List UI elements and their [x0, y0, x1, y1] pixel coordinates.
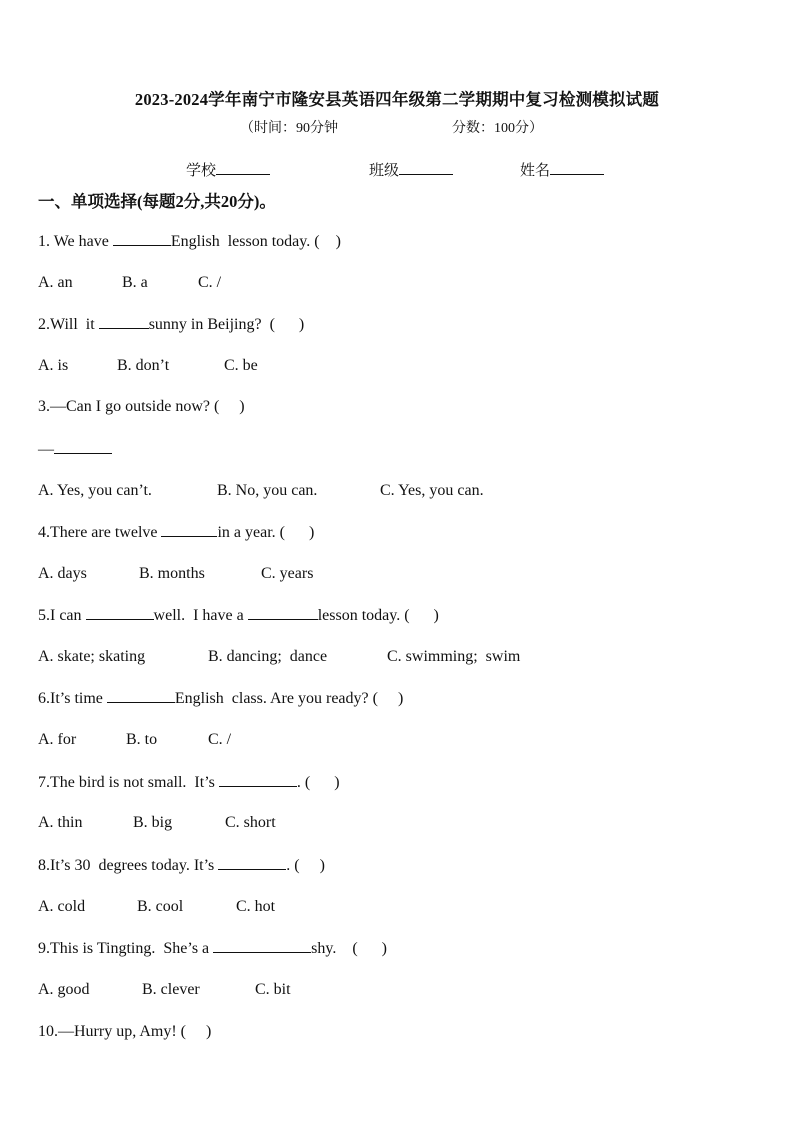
options-7: A. thin B. big C. short: [38, 814, 276, 831]
answer-blank: [99, 315, 149, 329]
answer-line-3: —: [38, 440, 112, 459]
answer-blank: [54, 440, 112, 454]
options-8: A. cold B. cool C. hot: [38, 898, 276, 915]
answer-blank: [218, 856, 286, 870]
question-9: 9.This is Tingting. She’s a shy. ( ): [38, 940, 387, 957]
answer-blank: [213, 939, 311, 953]
exam-score: 分数：100分）: [452, 121, 543, 136]
answer-blank: [219, 773, 297, 787]
options-9: A. good B. clever C. bit: [38, 981, 291, 998]
answer-blank: [161, 523, 217, 537]
question-7: 7.The bird is not small. It’s . ( ): [38, 774, 340, 791]
answer-blank: [248, 606, 318, 620]
question-1: 1. We have English lesson today. ( ): [38, 233, 341, 250]
section-heading: 一、单项选择(每题2分,共20分)。: [38, 192, 276, 211]
question-4: 4.There are twelve in a year. ( ): [38, 524, 315, 541]
answer-blank: [113, 232, 171, 246]
question-2: 2.Will it sunny in Beijing? ( ): [38, 316, 305, 333]
question-3: 3.—Can I go outside now? ( ): [38, 398, 245, 415]
options-2: A. is B. don’t C. be: [38, 357, 258, 374]
exam-time: （时间：90分钟: [240, 121, 338, 136]
options-5: A. skate; skating B. dancing; dance C. swimming; swim: [38, 648, 521, 665]
question-10: 10.—Hurry up, Amy! ( ): [38, 1023, 212, 1040]
options-1: A. an B. a C. /: [38, 274, 222, 291]
page-title: 2023-2024学年南宁市隆安县英语四年级第二学期期中复习检测模拟试题: [134, 90, 660, 109]
school-blank: [216, 162, 270, 175]
options-4: A. days B. months C. years: [38, 565, 314, 582]
name-blank: [550, 162, 604, 175]
answer-blank: [86, 606, 154, 620]
question-8: 8.It’s 30 degrees today. It’s . ( ): [38, 857, 325, 874]
answer-blank: [107, 689, 175, 703]
options-6: A. for B. to C. /: [38, 731, 232, 748]
name-field: 姓名: [520, 159, 604, 180]
class-field: 班级: [369, 159, 453, 180]
class-blank: [399, 162, 453, 175]
question-6: 6.It’s time English class. Are you ready? ( ): [38, 690, 404, 707]
question-5: 5.I can well. I have a lesson today. ( ): [38, 607, 439, 624]
options-3: A. Yes, you can’t. B. No, you can. C. Yes, you can.: [38, 482, 484, 499]
school-field: 学校: [186, 159, 270, 180]
